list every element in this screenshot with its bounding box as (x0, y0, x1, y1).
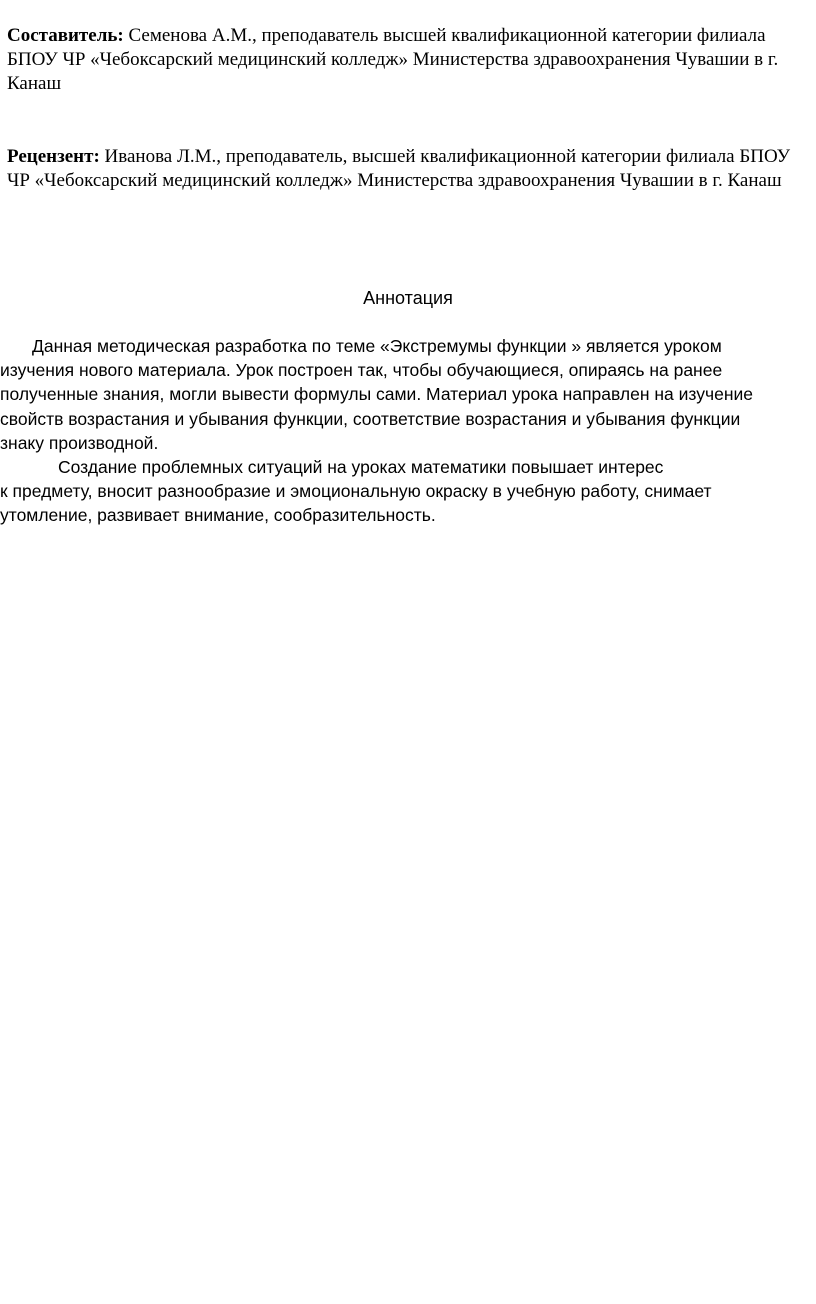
annotation-body (0, 334, 816, 528)
author-role-label: Составитель: (7, 25, 124, 46)
author-line-1 (7, 24, 816, 48)
paragraph1-line: Данная методическая разработка по теме «Экстремумы функции » является уроком (32, 336, 722, 356)
paragraph1-line: свойств возрастания и убывания функции, соответствие возрастания и убывания функции (0, 408, 741, 429)
paragraph2-line: утомление, развивает внимание, сообразительность. (0, 505, 436, 526)
reviewer-details: Иванова Л.М., преподаватель, высшей квалификационной категории филиала БПОУ (99, 146, 791, 167)
reviewer-line-2: ЧР «Чебоксарский медицинский колледж» Министерства здравоохранения Чувашии в г. Канаш (7, 170, 782, 191)
author-details: Семенова А.М., преподаватель высшей квалификационной категории филиала (123, 25, 766, 46)
author-line-2: БПОУ ЧР «Чебоксарский медицинский колледж» Министерства здравоохранения Чувашии в г. (7, 49, 779, 70)
paragraph2-line: Создание проблемных ситуаций на уроках математики повышает интерес (58, 457, 664, 478)
author-credit (7, 24, 816, 96)
annotation-title: Аннотация (363, 288, 453, 308)
reviewer-role-label: Рецензент: (7, 146, 100, 167)
reviewer-credit (7, 145, 816, 193)
paragraph1-line: изучения нового материала. Урок построен так, чтобы обучающиеся, опираясь на ранее (0, 360, 723, 381)
paragraph2-line: к предмету, вносит разнообразие и эмоциональную окраску в учебную работу, снимает (0, 481, 712, 502)
paragraph1-line: полученные знания, могли вывести формулы сами. Материал урока направлен на изучение (0, 384, 754, 405)
paragraph1-line: знаку производной. (0, 432, 159, 453)
reviewer-line-1 (7, 145, 816, 169)
author-line-3: Канаш (7, 73, 62, 94)
